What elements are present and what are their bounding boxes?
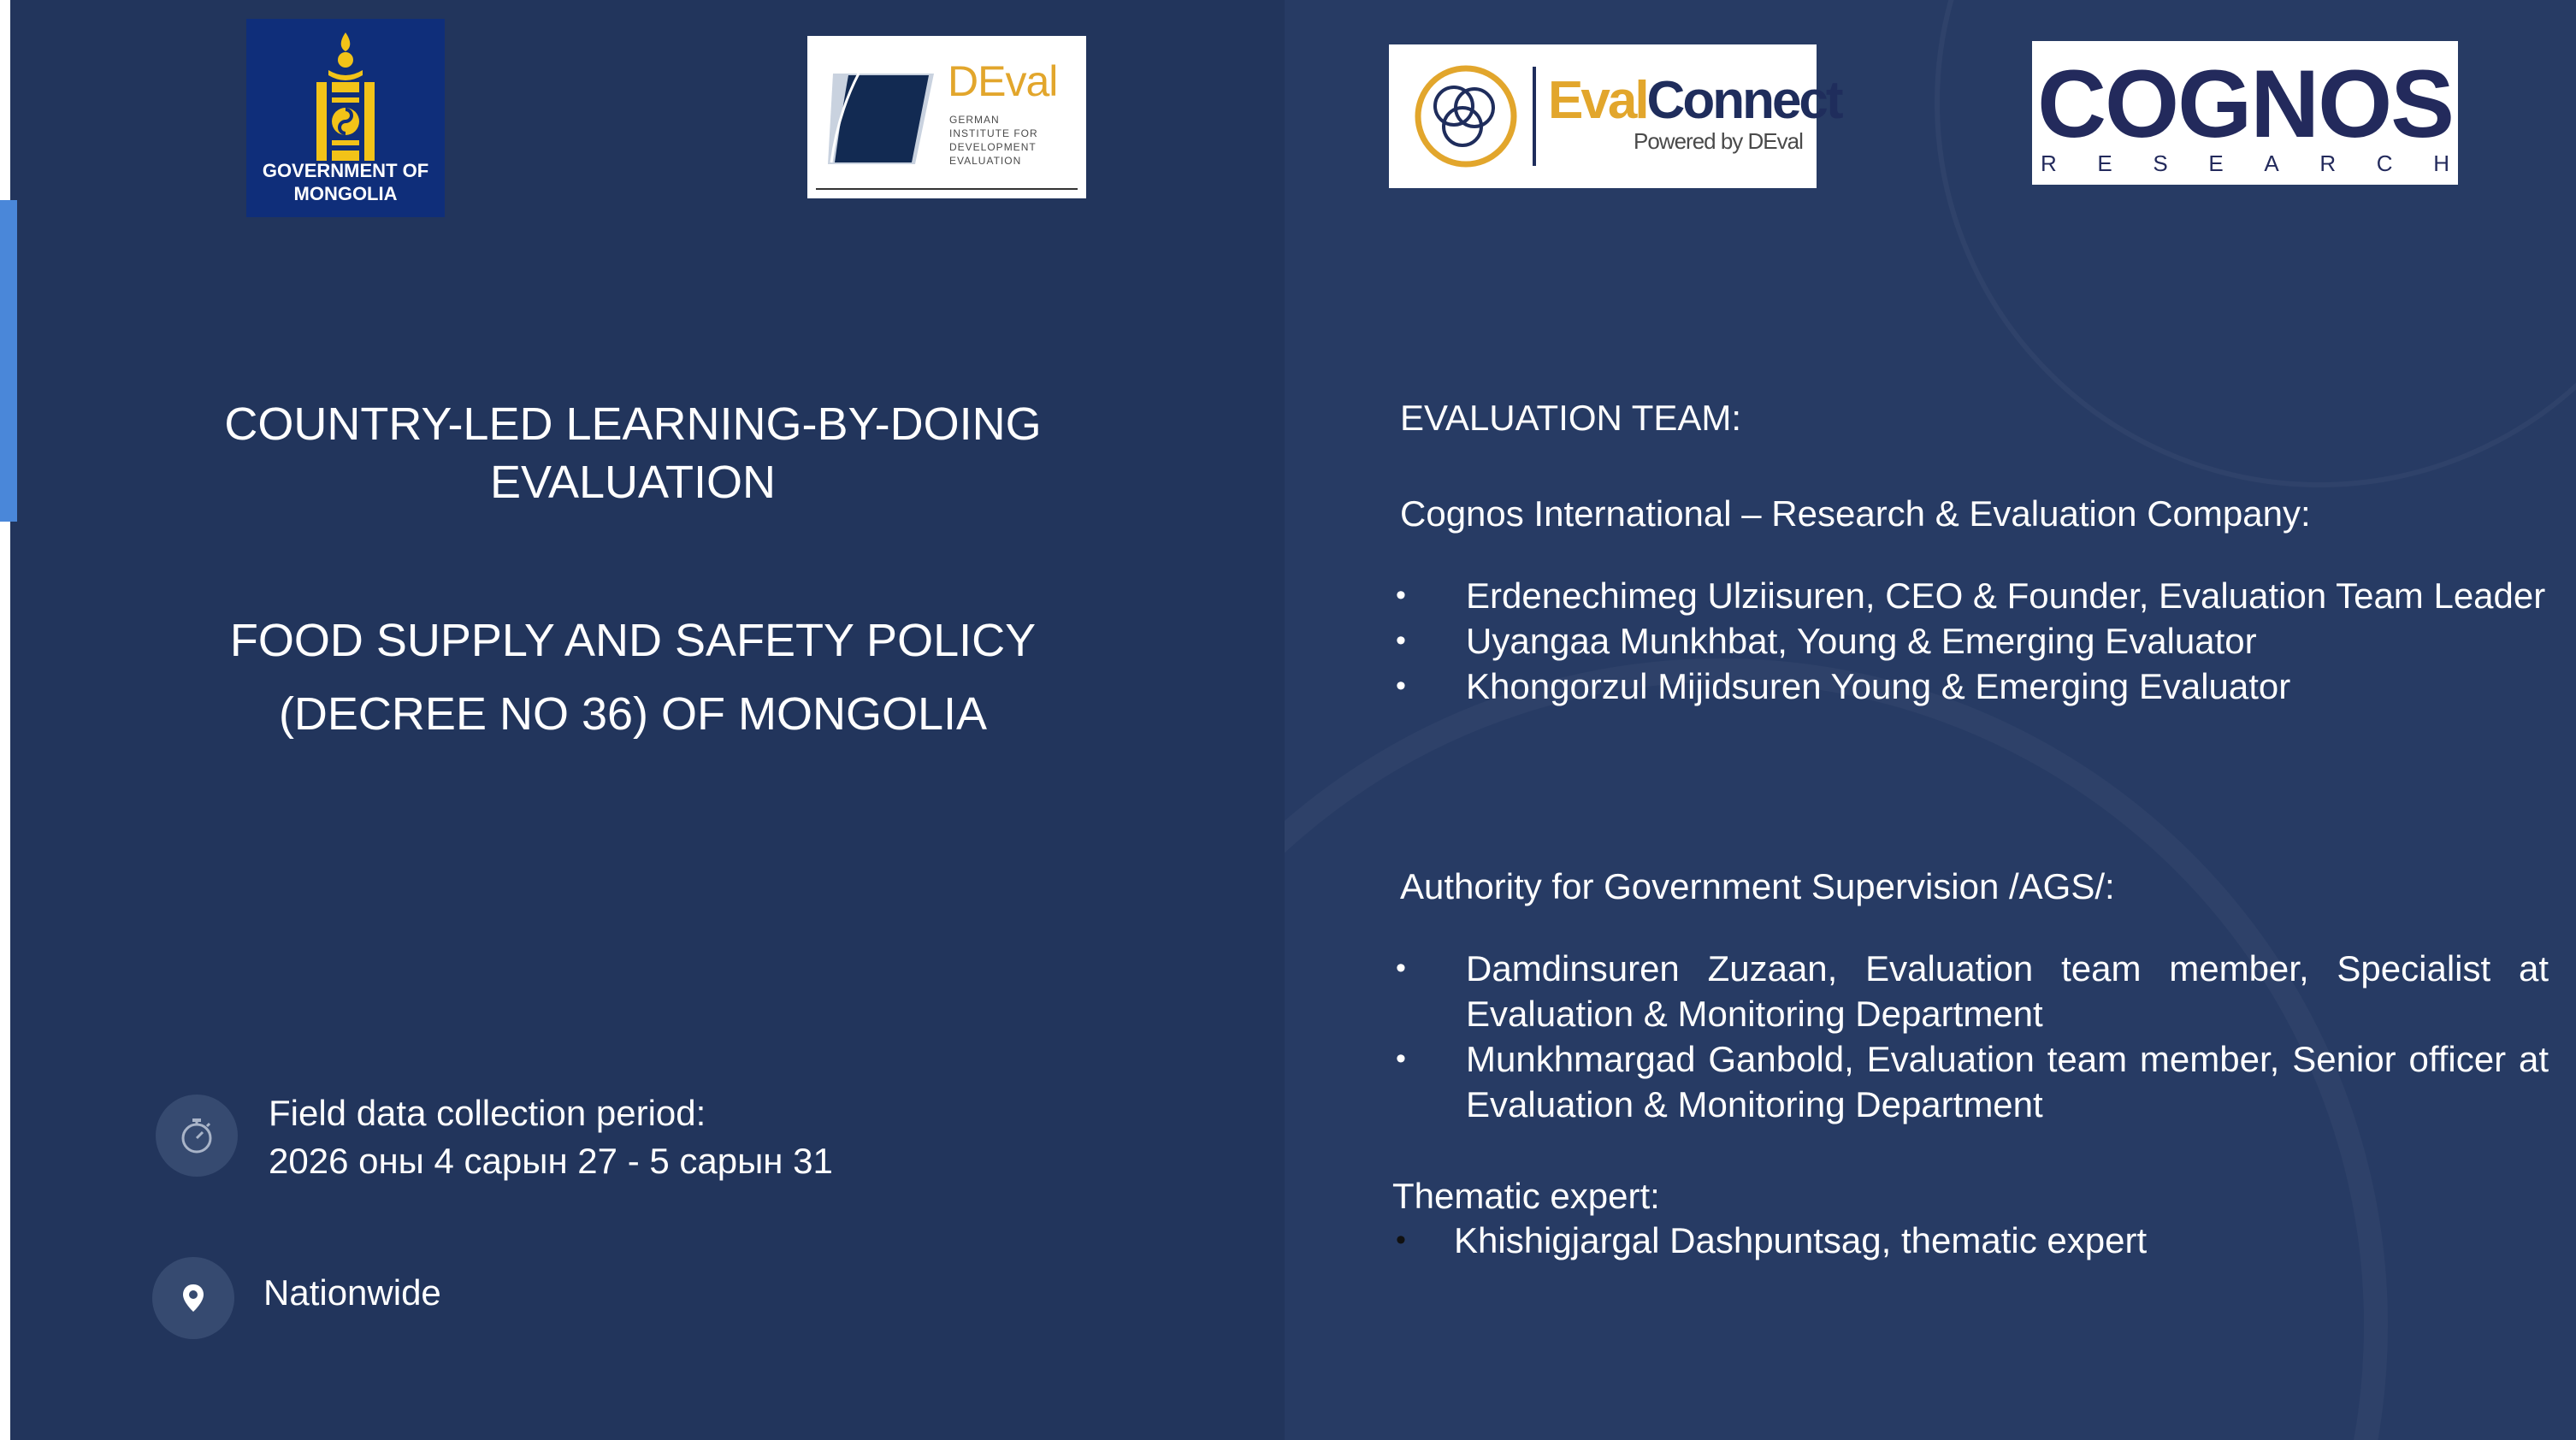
thematic-expert-list xyxy=(1454,1218,2537,1263)
deval-underline xyxy=(816,188,1078,190)
deval-logo xyxy=(807,36,1086,198)
soyombo-emblem-icon xyxy=(313,31,378,168)
government-of-mongolia-logo xyxy=(246,19,445,217)
evaluation-team-heading: EVALUATION TEAM: xyxy=(1400,398,1742,438)
cognos-team-list xyxy=(1466,573,2549,709)
ags-heading: Authority for Government Supervision /AGS/: xyxy=(1400,866,2115,906)
evalconnect-rings-icon xyxy=(1413,63,1519,169)
government-logo-text: GOVERNMENT OF MONGOLIA xyxy=(262,160,429,204)
evalconnect-wordmark: EvalConnect xyxy=(1548,71,1841,130)
thematic-expert-heading: Thematic expert: xyxy=(1392,1176,1660,1216)
field-data-collection-period xyxy=(269,1089,833,1185)
deval-subtitle: GERMAN INSTITUTE FOR DEVELOPMENT EVALUATION xyxy=(949,114,1038,167)
accent-bar xyxy=(0,200,17,522)
evaluation-title: COUNTRY-LED LEARNING-BY-DOING EVALUATION xyxy=(224,398,1042,508)
evalconnect-tagline: Powered by DEval xyxy=(1634,128,1803,154)
location-text: Nationwide xyxy=(263,1272,441,1313)
cognos-company-heading: Cognos International – Research & Evaluation Company: xyxy=(1400,493,2311,534)
period-label: Field data collection period: xyxy=(269,1093,706,1133)
deval-mark-icon xyxy=(816,62,944,173)
deval-wordmark: DEval xyxy=(948,57,1058,105)
evalconnect-logo xyxy=(1389,44,1841,188)
cognos-wordmark: COGNOS xyxy=(2037,50,2453,157)
cognos-research-subtitle: R E S E A R C H xyxy=(2041,150,2449,176)
list-item: • Munkhmargad Ganbold, Evaluation team member, Senior officer at Evaluation & Monitoring Department xyxy=(1466,1036,2549,1127)
list-item: • Damdinsuren Zuzaan, Evaluation team member, Specialist at Evaluation & Monitoring Department xyxy=(1466,946,2549,1036)
list-item: • Khishigjargal Dashpuntsag, thematic expert xyxy=(1454,1218,2537,1263)
list-item: • Uyangaa Munkhbat, Young & Emerging Evaluator xyxy=(1466,618,2549,664)
ags-team-list xyxy=(1466,946,2549,1127)
policy-title: FOOD SUPPLY AND SAFETY POLICY (DECREE NO 36) OF MONGOLIA xyxy=(229,615,1037,740)
list-item: • Khongorzul Mijidsuren Young & Emerging Evaluator xyxy=(1466,664,2549,709)
cognos-research-logo xyxy=(2032,41,2458,185)
list-item: • Erdenechimeg Ulziisuren, CEO & Founder, Evaluation Team Leader xyxy=(1466,573,2549,618)
evalconnect-separator xyxy=(1533,67,1536,166)
stopwatch-icon xyxy=(156,1095,238,1177)
location-pin-icon xyxy=(152,1257,234,1339)
period-value: 2026 оны 4 сарын 27 - 5 сарын 31 xyxy=(269,1141,833,1181)
